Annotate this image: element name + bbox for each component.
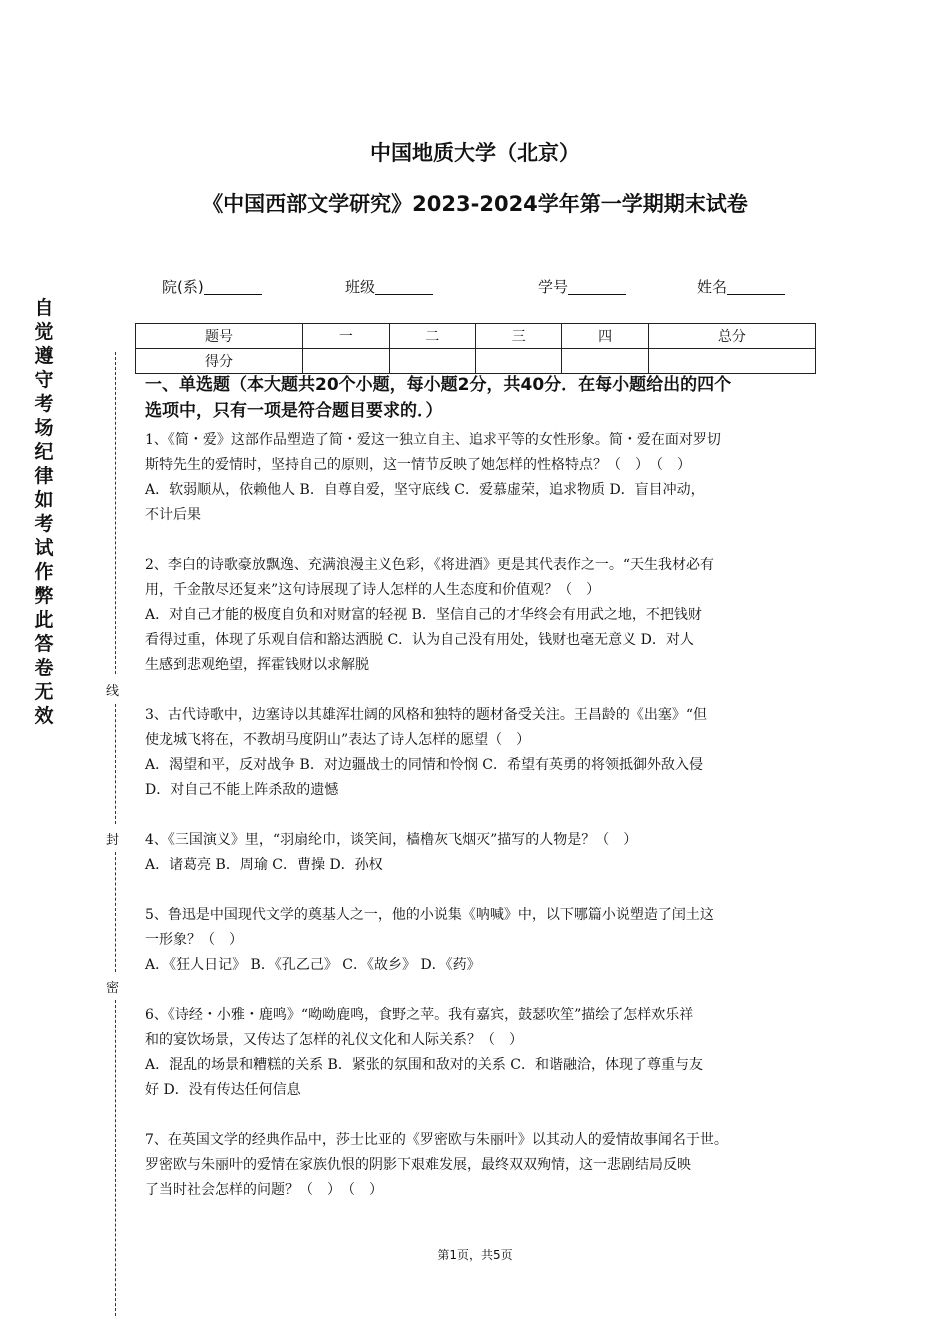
score-cell: 总分 <box>648 324 815 349</box>
question-6 <box>145 1003 825 1103</box>
question-line: A．对自己才能的极度自负和对财富的轻视 B．坚信自己的才华终会有用武之地，不把钱财 <box>145 607 702 623</box>
score-cell: 三 <box>475 324 561 349</box>
id-blank[interactable] <box>568 278 626 295</box>
score-input-cell[interactable] <box>389 349 475 374</box>
name-field <box>697 276 785 297</box>
question-line: A．《狂人日记》 B．《孔乙己》 C．《故乡》 D．《药》 <box>145 957 481 973</box>
question-line: 罗密欧与朱丽叶的爱情在家族仇恨的阴影下艰难发展，最终双双殉情，这一悲剧结局反映 <box>145 1157 691 1173</box>
question-line: A．混乱的场景和糟糕的关系 B．紧张的氛围和敌对的关系 C．和谐融洽，体现了尊重与友 <box>145 1057 704 1073</box>
id-label: 学号 <box>538 278 569 296</box>
question-5 <box>145 903 825 978</box>
binding-mark-seal: 封 <box>106 833 120 848</box>
section-heading: 一、单选题（本大题共20个小题，每小题2分，共40分．在每小题给出的四个 <box>145 375 732 395</box>
score-cell: 得分 <box>136 349 303 374</box>
score-cell: 一 <box>303 324 389 349</box>
score-input-cell[interactable] <box>562 349 648 374</box>
question-line: A．诸葛亮 B．周瑜 C．曹操 D．孙权 <box>145 857 383 873</box>
question-line: 好 D．没有传达任何信息 <box>145 1082 301 1098</box>
question-line: 2、李白的诗歌豪放飘逸、充满浪漫主义色彩，《将进酒》更是其代表作之一。“天生我材必有 <box>145 557 715 573</box>
question-line: A．软弱顺从，依赖他人 B．自尊自爱，坚守底线 C．爱慕虚荣，追求物质 D．盲目冲动， <box>145 482 705 498</box>
question-1 <box>145 428 825 528</box>
question-line: 6、《诗经・小雅・鹿鸣》“呦呦鹿鸣，食野之苹。我有嘉宾，鼓瑟吹笙”描绘了怎样欢乐祥 <box>145 1007 694 1023</box>
question-3 <box>145 703 825 803</box>
score-table-score-row <box>136 349 816 374</box>
question-line: 7、在英国文学的经典作品中，莎士比亚的《罗密欧与朱丽叶》以其动人的爱情故事闻名于世。 <box>145 1132 728 1148</box>
question-line: 生感到悲观绝望，挥霍钱财以求解脱 <box>145 657 369 673</box>
binding-mark-secret: 密 <box>106 981 120 996</box>
question-4 <box>145 828 825 878</box>
question-line: 5、鲁迅是中国现代文学的奠基人之一，他的小说集《呐喊》中，以下哪篇小说塑造了闰土这 <box>145 907 714 923</box>
question-line: 和的宴饮场景，又传达了怎样的礼仪文化和人际关系？（ ） <box>145 1032 523 1048</box>
class-label: 班级 <box>345 278 376 296</box>
binding-line <box>115 352 116 674</box>
name-label: 姓名 <box>697 278 728 296</box>
question-line: A．渴望和平，反对战争 B．对边疆战士的同情和怜悯 C．希望有英勇的将领抵御外敌入侵 <box>145 757 704 773</box>
question-line: 斯特先生的爱情时，坚持自己的原则，这一情节反映了她怎样的性格特点？（ ） （ ） <box>145 457 691 473</box>
score-input-cell[interactable] <box>475 349 561 374</box>
question-line: 不计后果 <box>145 507 201 523</box>
score-input-cell[interactable] <box>648 349 815 374</box>
score-cell: 二 <box>389 324 475 349</box>
question-line: 用，千金散尽还复来”这句诗展现了诗人怎样的人生态度和价值观？（ ） <box>145 582 601 598</box>
question-line: 一形象？（ ） <box>145 932 243 948</box>
exam-title: 《中国西部文学研究》2023-2024学年第一学期期末试卷 <box>202 192 748 216</box>
exam-discipline-notice: 自觉遵守考场纪律如考试作弊此答卷无效 <box>34 297 54 727</box>
name-blank[interactable] <box>727 278 785 295</box>
page-footer: 第1页，共5页 <box>437 1248 513 1262</box>
score-input-cell[interactable] <box>303 349 389 374</box>
exam-content <box>145 372 825 1203</box>
question-line: 3、古代诗歌中，边塞诗以其雄浑壮阔的风格和独特的题材备受关注。王昌龄的《出塞》“但 <box>145 707 708 723</box>
class-field <box>345 276 433 297</box>
binding-mark-line: 线 <box>106 684 120 699</box>
dept-field <box>162 276 262 297</box>
question-2 <box>145 553 825 678</box>
id-field <box>538 276 626 297</box>
binding-line <box>115 704 116 824</box>
question-line: 看得过重，体现了乐观自信和豁达洒脱 C．认为自己没有用处，钱财也毫无意义 D．对人 <box>145 632 694 648</box>
binding-line <box>115 1000 116 1316</box>
dept-blank[interactable] <box>204 278 262 295</box>
score-cell: 四 <box>562 324 648 349</box>
score-cell: 题号 <box>136 324 303 349</box>
dept-label: 院(系) <box>162 278 204 296</box>
question-7 <box>145 1128 825 1203</box>
class-blank[interactable] <box>375 278 433 295</box>
question-line: 4、《三国演义》里，“羽扇纶巾，谈笑间，樯橹灰飞烟灭”描写的人物是？（ ） <box>145 832 638 848</box>
question-line: 使龙城飞将在，不教胡马度阴山”表达了诗人怎样的愿望（ ） <box>145 732 531 748</box>
university-title: 中国地质大学（北京） <box>370 141 580 165</box>
score-table <box>135 323 816 374</box>
question-line: D．对自己不能上阵杀敌的遗憾 <box>145 782 339 798</box>
question-line: 了当时社会怎样的问题？（ ） （ ） <box>145 1182 383 1198</box>
score-table-header-row <box>136 324 816 349</box>
section-heading: 选项中，只有一项是符合题目要求的．） <box>145 401 443 421</box>
binding-line <box>115 852 116 972</box>
question-line: 1、《简・爱》这部作品塑造了简・爱这一独立自主、追求平等的女性形象。简・爱在面对罗切 <box>145 432 721 448</box>
